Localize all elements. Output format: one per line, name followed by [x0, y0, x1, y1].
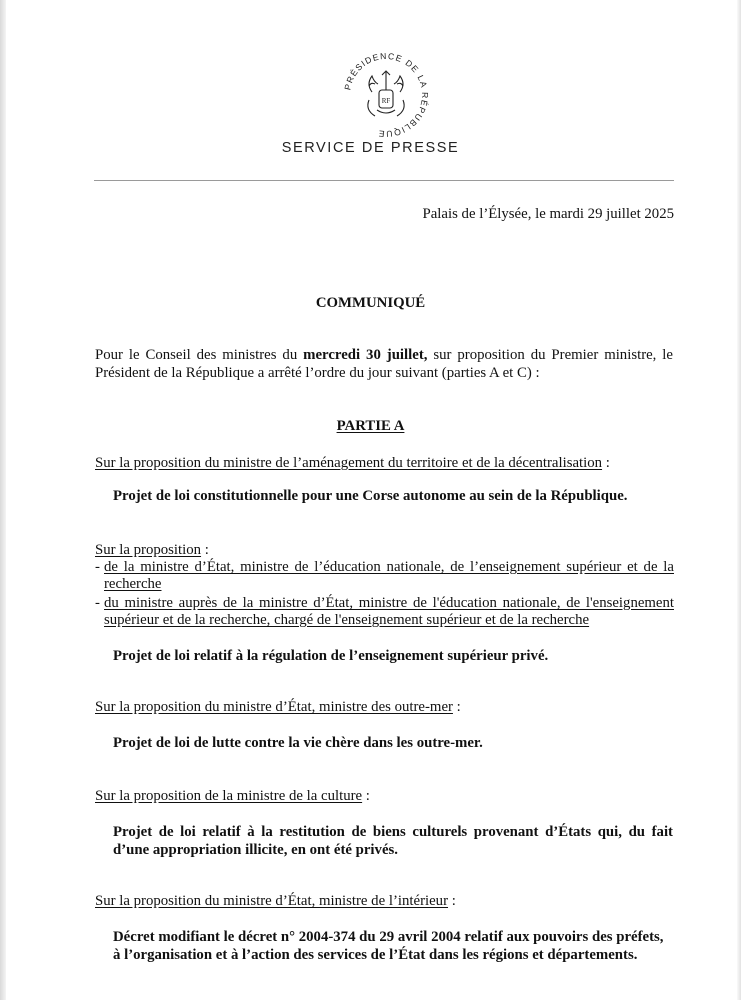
bill-title-continued: d’une appropriation illicite, en ont été privés. [113, 842, 398, 858]
sub-proposer-line: supérieur et de la recherche, chargé de l'enseignement supérieur et de la recherche [104, 612, 590, 628]
bill-title: Projet de loi de lutte contre la vie chère dans les outre-mer. [113, 735, 483, 751]
proposer-underlined: Sur la proposition du ministre d’État, ministre des outre-mer [95, 699, 453, 715]
header-divider [94, 180, 674, 181]
seal-ring-text: PRÉSIDENCE DE LA RÉPUBLIQUE [342, 50, 431, 140]
seal-monogram: RF [381, 97, 391, 105]
sub-proposer-line: recherche [104, 576, 162, 592]
decree-title: Décret modifiant le décret n° 2004-374 du 29 avril 2004 relatif aux pouvoirs des préfets, [113, 929, 664, 945]
intro-text-start: Pour le Conseil des ministres du [95, 347, 298, 363]
sub-proposer-dash: - [95, 559, 100, 575]
meeting-date: mercredi 30 juillet, [303, 347, 428, 363]
proposer-line [95, 542, 209, 559]
section-heading: PARTIE A [336, 418, 405, 434]
proposer-suffix: : [201, 542, 209, 558]
proposer-underlined: Sur la proposition de la ministre de la culture [95, 788, 363, 804]
intro-line-2: Président de la République a arrêté l’ordre du jour suivant (parties A et C) : [95, 365, 540, 381]
proposer-line [95, 699, 461, 716]
proposer-suffix: : [452, 699, 461, 715]
decree-title-continued: à l’organisation et à l’action des services de l’État dans les régions et départements. [113, 947, 638, 963]
bill-title: Projet de loi constitutionnelle pour une Corse autonome au sein de la République. [113, 488, 628, 504]
proposer-suffix: : [448, 893, 456, 909]
bill-title: Projet de loi relatif à la régulation de l’enseignement supérieur privé. [113, 648, 549, 664]
dateline: Palais de l’Élysée, le mardi 29 juillet 2025 [422, 206, 674, 222]
intro-text-end: sur proposition du Premier ministre, le [433, 347, 673, 363]
proposer-line [95, 788, 370, 805]
service-title: SERVICE DE PRESSE [281, 140, 460, 156]
proposer-line [95, 455, 610, 472]
bill-title: Projet de loi relatif à la restitution de biens culturels provenant d’États qui, du fait [113, 824, 673, 840]
fasces-emblem-icon [368, 71, 404, 116]
proposer-underlined: Sur la proposition du ministre de l’aménagement du territoire et de la décentralisation [95, 455, 603, 471]
sub-proposer-line: du ministre auprès de la ministre d’État, ministre de l'éducation nationale, de l'enseignement [104, 595, 674, 611]
presidency-seal-logo [339, 48, 433, 142]
sub-proposer-line: de la ministre d’État, ministre de l’éducation nationale, de l’enseignement supérieur et de la [104, 559, 674, 575]
intro-line-1 [95, 347, 673, 364]
proposer-line [95, 893, 456, 910]
proposer-suffix: : [602, 455, 610, 471]
svg-text:PRÉSIDENCE DE LA RÉPUBLIQUE [342, 51, 430, 139]
proposer-underlined: Sur la proposition du ministre d’État, ministre de l’intérieur [95, 893, 449, 909]
page-title: COMMUNIQUÉ [315, 295, 426, 311]
sub-proposer-dash: - [95, 595, 100, 611]
proposer-suffix: : [362, 788, 370, 804]
proposer-underlined: Sur la proposition [95, 542, 202, 558]
